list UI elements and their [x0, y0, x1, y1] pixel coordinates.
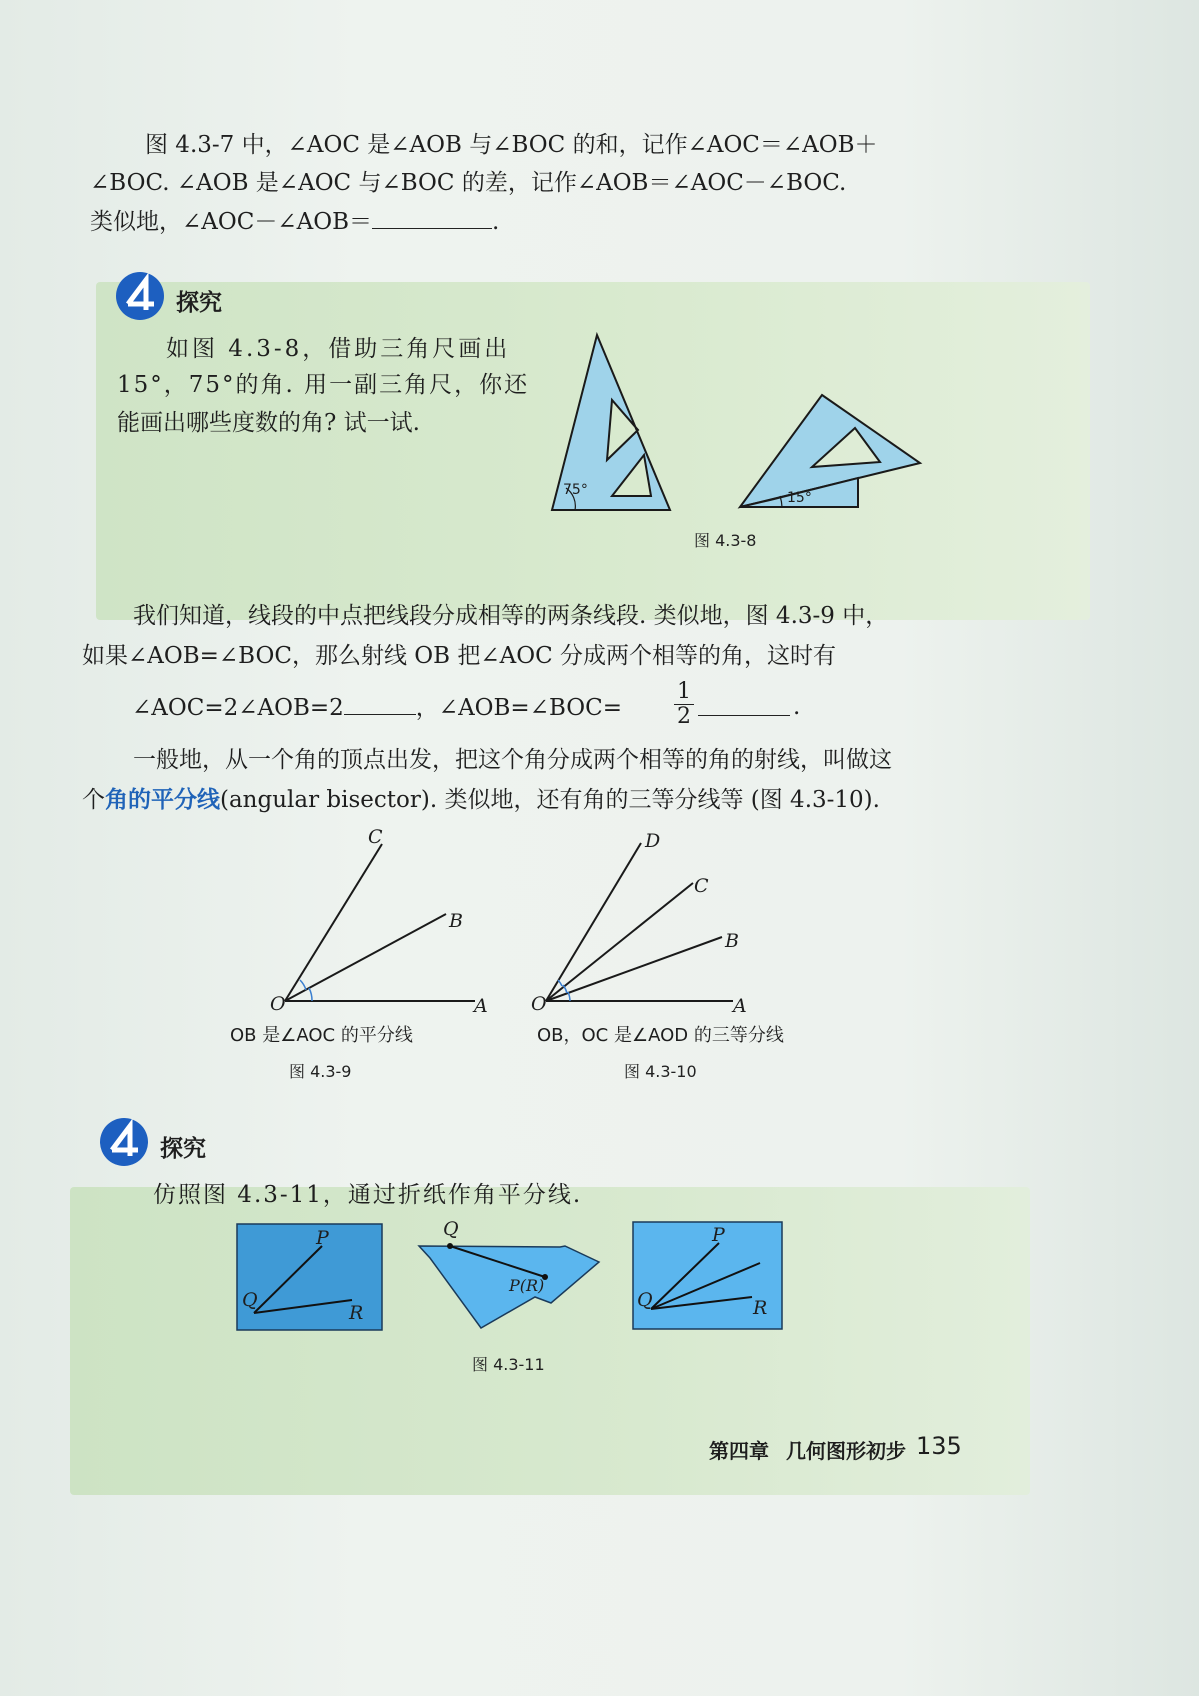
step3-label-p: P	[712, 1224, 725, 1246]
fig10-label-c: C	[694, 875, 709, 897]
explore-2-title: 探究	[160, 1136, 206, 1162]
angle-15-label: 15°	[787, 490, 812, 506]
explore-1-line3: 能画出哪些度数的角? 试一试.	[117, 410, 420, 436]
angle-75-label: 75°	[563, 482, 588, 498]
formula-separator: ，∠AOB=∠BOC=	[415, 695, 623, 721]
fig9-label-a: A	[474, 995, 488, 1017]
fig10-description: OB，OC 是∠AOD 的三等分线	[537, 1025, 784, 1046]
para1-line3-text: 类似地，∠AOC－∠AOB＝	[90, 209, 372, 235]
footer-chapter-title: 几何图形初步	[786, 1439, 906, 1463]
fig10-label-o: O	[531, 993, 547, 1015]
para3-prefix: 个	[82, 787, 105, 813]
para1-line2: ∠BOC. ∠AOB 是∠AOC 与∠BOC 的差，记作∠AOB＝∠AOC－∠BOC.	[90, 170, 847, 196]
explore-1-title: 探究	[176, 290, 222, 316]
explore-2-line1: 仿照图 4.3-11，通过折纸作角平分线.	[153, 1182, 583, 1208]
step1-label-q: Q	[242, 1289, 258, 1311]
para3-suffix: (angular bisector). 类似地，还有角的三等分线等 (图 4.3-10).	[220, 787, 880, 813]
para1-line3-end: .	[491, 209, 500, 235]
figure-4-3-11-caption: 图 4.3-11	[472, 1355, 545, 1374]
step2-label-pr: P(R)	[509, 1276, 545, 1295]
fig10-label-d: D	[645, 830, 661, 852]
step1-label-r: R	[349, 1302, 364, 1324]
fig10-label-b: B	[725, 930, 739, 952]
step2-label-q: Q	[443, 1218, 459, 1240]
fig9-label-c: C	[368, 826, 383, 848]
fig9-description: OB 是∠AOC 的平分线	[230, 1025, 413, 1046]
step1-label-p: P	[316, 1227, 329, 1249]
page-number: 135	[916, 1432, 962, 1460]
figure-4-3-9-caption: 图 4.3-9	[289, 1062, 352, 1081]
para1-line1: 图 4.3-7 中，∠AOC 是∠AOB 与∠BOC 的和，记作∠AOC＝∠AOB＋	[145, 132, 878, 158]
footer-chapter: 第四章	[709, 1439, 769, 1463]
fig9-label-o: O	[270, 993, 286, 1015]
step3-label-q: Q	[637, 1289, 653, 1311]
formula-part-a: ∠AOC=2∠AOB=2	[132, 695, 344, 721]
fraction-denominator: 2	[674, 704, 694, 729]
explore-1-line1: 如图 4.3-8，借助三角尺画出	[166, 336, 511, 362]
para2-line2: 如果∠AOB=∠BOC，那么射线 OB 把∠AOC 分成两个相等的角，这时有	[82, 643, 836, 669]
fig10-label-a: A	[733, 995, 747, 1017]
fraction-numerator: 1	[677, 679, 691, 704]
angle-bisector-term: 角的平分线	[105, 787, 220, 813]
para3-line1: 一般地，从一个角的顶点出发，把这个角分成两个相等的角的射线，叫做这	[133, 747, 892, 773]
step3-label-r: R	[753, 1297, 768, 1319]
figure-4-3-8-caption: 图 4.3-8	[694, 531, 757, 550]
figure-4-3-10-caption: 图 4.3-10	[624, 1062, 697, 1081]
formula-end: .	[793, 694, 801, 720]
explore-1-line2: 15°，75°的角. 用一副三角尺，你还	[117, 372, 530, 398]
para2-line1: 我们知道，线段的中点把线段分成相等的两条线段. 类似地，图 4.3-9 中，	[133, 603, 889, 629]
fig9-label-b: B	[449, 910, 463, 932]
